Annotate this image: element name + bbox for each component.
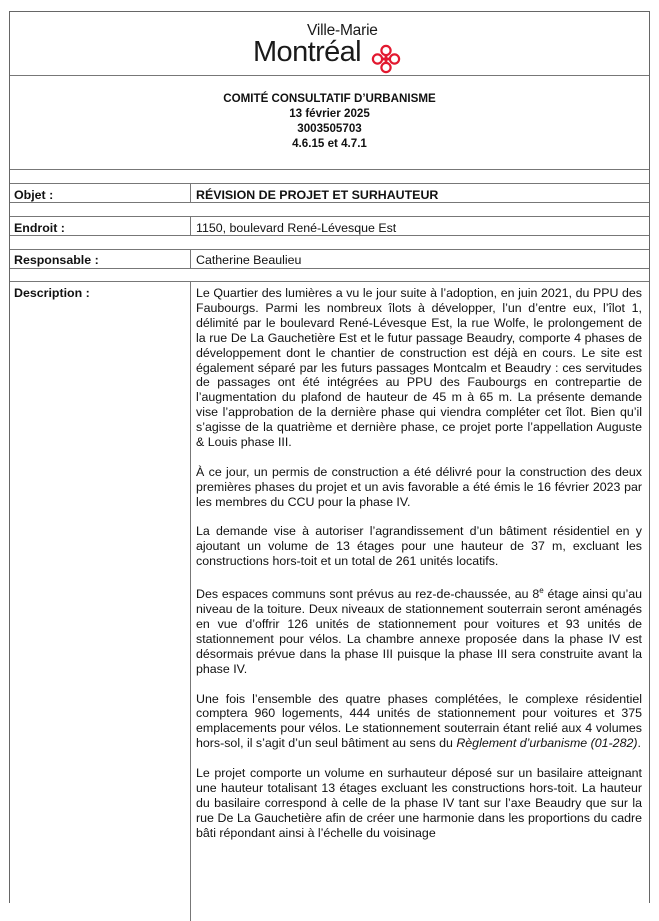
objet-value: RÉVISION DE PROJET ET SURHAUTEUR — [196, 188, 439, 202]
divider — [10, 75, 649, 76]
paragraph-text: Des espaces communs sont prévus au rez-de-chaussée, au 8 — [196, 587, 540, 602]
paragraph-text: . — [637, 736, 641, 751]
meeting-date: 13 février 2025 — [289, 107, 370, 120]
agenda-items: 4.6.15 et 4.7.1 — [292, 137, 367, 150]
description-paragraph: Le Quartier des lumières a vu le jour suite à l’adoption, en juin 2021, du PPU des Faubourgs. Parmi les nombreux îlots à développer, l’un d’entre eux, l’îlot 1, délimité par le boulevard René-Lévesque Est, la rue Wolfe, le prolongement de la rue De La Gauchetière Est et le futur passage Beaudry, comporte 4 phases de développement dont le chantier de construction est déjà en cours. Le site est également séparé par les futurs passages Montcalm et Beaudry : ces servitudes de passages ont été intégrées au PPU des Faubourgs en contrepartie de l’augmentation du plafond de hauteur de 45 m à 65 m. La présente demande vise l’approbation de la dernière phase qui viendra compléter cet îlot. Bien qu’il s’agisse de la quatrième et dernière phase, ce projet porte l’appellation Auguste & Louis phase III. — [196, 286, 642, 450]
column-divider — [190, 249, 191, 268]
description-body — [196, 286, 642, 855]
paragraph-text: étage ainsi qu’au niveau de la toiture. Deux niveaux de stationnement souterrain seront aménagés en vue d’offrir 126 unités de stationnement pour voitures et 93 unités de stationnement pour vélos. La chambre annexe proposée dans la phase IV est désormais prévue dans la phase III puisque la phase III sera construite avant la phase IV. — [196, 587, 642, 676]
divider — [10, 169, 649, 170]
montreal-logo — [10, 21, 649, 79]
endroit-label: Endroit : — [14, 221, 65, 235]
column-divider — [190, 281, 191, 921]
divider — [10, 268, 649, 269]
logo-borough-name: Ville-Marie — [307, 22, 378, 39]
column-divider — [190, 216, 191, 235]
document-frame — [9, 11, 650, 903]
column-divider — [190, 183, 191, 202]
regulation-reference: Règlement d’urbanisme (01-282) — [456, 736, 638, 751]
responsable-value: Catherine Beaulieu — [196, 253, 302, 267]
file-number: 3003505703 — [297, 122, 362, 135]
description-paragraph — [196, 692, 642, 752]
divider — [10, 216, 649, 217]
objet-label: Objet : — [14, 188, 54, 202]
description-paragraph — [196, 584, 642, 677]
committee-title: COMITÉ CONSULTATIF D’URBANISME — [223, 92, 436, 105]
divider — [10, 281, 649, 282]
responsable-label: Responsable : — [14, 253, 99, 267]
logo-city-name: Montréal — [253, 36, 362, 68]
superscript: e — [539, 586, 544, 596]
divider — [10, 235, 649, 236]
description-paragraph: La demande vise à autoriser l’agrandissement d’un bâtiment résidentiel en y ajoutant un volume de 13 étages pour une hauteur de 37 m, excluant les constructions hors-toit et un total de 261 unités locatifs. — [196, 524, 642, 569]
endroit-value: 1150, boulevard René-Lévesque Est — [196, 221, 397, 235]
description-paragraph: À ce jour, un permis de construction a été délivré pour la construction des deux premières phases du projet et un avis favorable a été émis le 16 février 2023 par les membres du CCU pour la phase IV. — [196, 464, 642, 509]
description-label: Description : — [14, 286, 90, 300]
meeting-header — [10, 91, 649, 151]
paragraph-text: Une fois l’ensemble des quatre phases complétées, le complexe résidentiel comptera 960 logements, 444 unités de stationnement pour voitures et 375 emplacements pour vélos. Le stationnement souterrain étant relié aux 4 volumes hors-sol, il s’agit d’un seul bâtiment au sens du — [196, 691, 642, 751]
description-paragraph: Le projet comporte un volume en surhauteur déposé sur un basilaire atteignant une hauteur totalisant 13 étages excluant les constructions hors-toit. La hauteur du basilaire correspond à celle de la phase IV tant sur l’axe Beaudry que sur la rue De La Gauchetière afin de créer une harmonie dans les proportions du cadre bâti répondant ainsi à l’échelle du voisinage — [196, 766, 642, 840]
divider — [10, 183, 649, 184]
divider — [10, 249, 649, 250]
divider — [10, 202, 649, 203]
montreal-rose-icon — [371, 44, 401, 74]
